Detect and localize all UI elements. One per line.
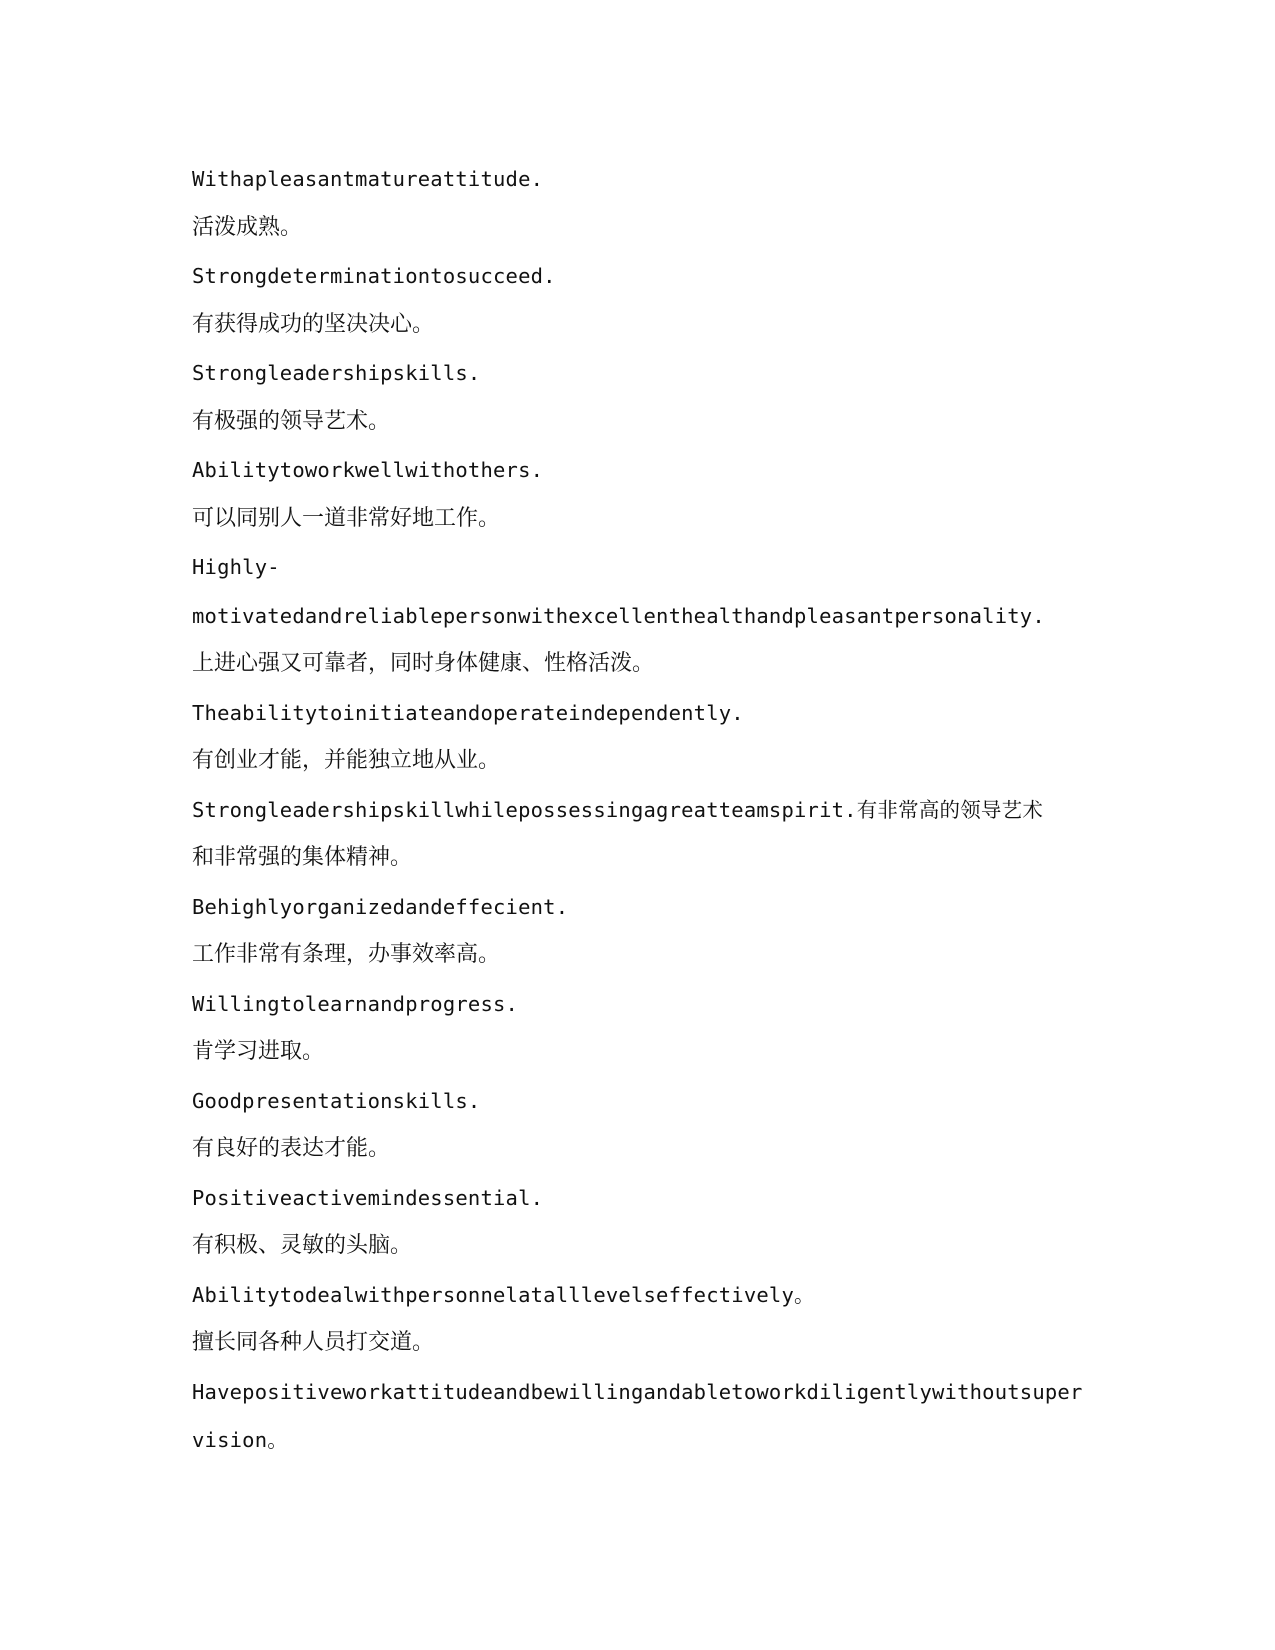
text-line: 有极强的领导艺术。 bbox=[192, 408, 391, 434]
text-line: Goodpresentationskills. bbox=[192, 1088, 481, 1113]
text-line: 上进心强又可靠者，同时身体健康、性格活泼。 bbox=[192, 651, 655, 676]
text-line: vision。 bbox=[192, 1428, 288, 1452]
text-line: Abilitytoworkwellwithothers. bbox=[192, 458, 544, 482]
text-line: Strongleadershipskillwhilepossessingagreatteamspirit.有非常高的领导艺术 bbox=[192, 797, 1044, 822]
text-line: 肯学习进取。 bbox=[192, 1039, 325, 1064]
text-line: 有创业才能，并能独立地从业。 bbox=[192, 748, 501, 773]
text-line: Havepositiveworkattitudeandbewillingandabletoworkdiligentlywithoutsuper bbox=[192, 1379, 1083, 1404]
text-line: 和非常强的集体精神。 bbox=[192, 845, 413, 870]
text-line: motivatedandreliablepersonwithexcellenthealthandpleasantpersonality. bbox=[192, 603, 1045, 628]
text-line: 有获得成功的坚决决心。 bbox=[192, 311, 435, 337]
text-line: 活泼成熟。 bbox=[192, 214, 303, 240]
text-line: 擅长同各种人员打交道。 bbox=[192, 1330, 435, 1355]
text-line: Withapleasantmatureattitude. bbox=[192, 167, 544, 191]
text-line: Highly- bbox=[192, 555, 280, 579]
text-line: 有积极、灵敏的头脑。 bbox=[192, 1233, 413, 1258]
text-line: 有良好的表达才能。 bbox=[192, 1136, 391, 1161]
text-line: Behighlyorganizedandeffecient. bbox=[192, 894, 569, 919]
text-line: Abilitytodealwithpersonnelatalllevelseffectively。 bbox=[192, 1282, 815, 1307]
text-line: Strongdeterminationtosucceed. bbox=[192, 264, 556, 288]
text-line: Theabilitytoinitiateandoperateindependently. bbox=[192, 700, 744, 725]
text-line: 工作非常有条理，办事效率高。 bbox=[192, 942, 501, 967]
text-line: 可以同别人一道非常好地工作。 bbox=[192, 505, 501, 531]
text-line: Willingtolearnandprogress. bbox=[192, 991, 519, 1016]
text-line: Strongleadershipskills. bbox=[192, 361, 481, 385]
text-line: Positiveactivemindessential. bbox=[192, 1185, 544, 1210]
document-body bbox=[192, 155, 1092, 1465]
